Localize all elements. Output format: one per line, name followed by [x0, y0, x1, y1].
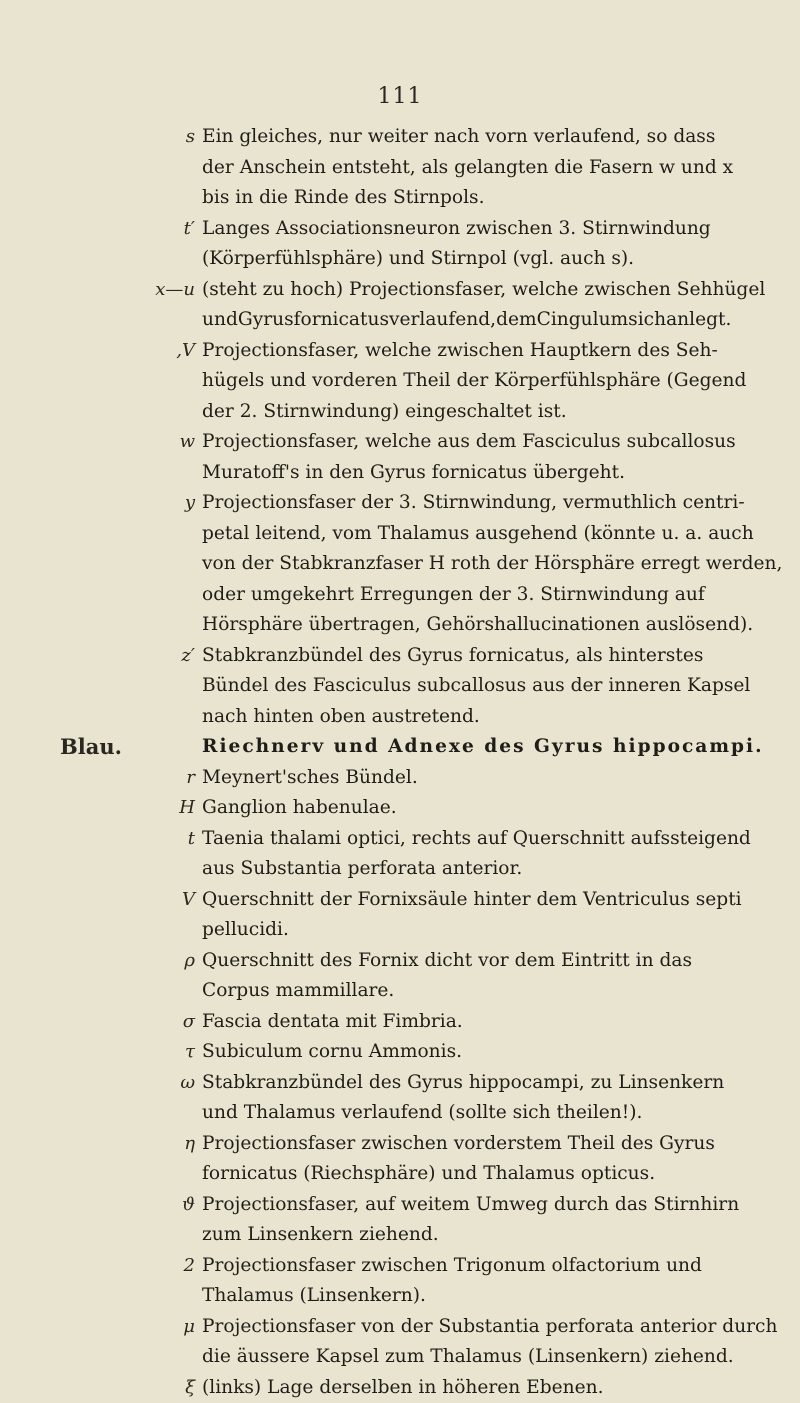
- legend-entry: [0, 641, 800, 733]
- entry-line: bis in die Rinde des Stirnpols.: [202, 183, 737, 214]
- legend-entry: [0, 336, 800, 428]
- entry-key: H: [95, 793, 195, 823]
- entry-line: (Körperfühlsphäre) und Stirnpol (vgl. auch s).: [202, 244, 737, 275]
- entry-key: z′: [95, 641, 195, 671]
- entry-key: σ: [95, 1007, 195, 1037]
- entry-text: [202, 732, 737, 763]
- entry-key: V: [95, 885, 195, 915]
- entry-key: r: [95, 763, 195, 793]
- entry-text: [202, 427, 737, 488]
- entry-key: ϑ: [95, 1190, 195, 1220]
- legend-entry: [0, 1007, 800, 1038]
- legend-entry: [0, 1190, 800, 1251]
- entry-line: (steht zu hoch) Projectionsfaser, welche zwischen Sehhügel: [202, 275, 737, 306]
- entry-text: [202, 946, 737, 1007]
- legend-entry: [0, 1373, 800, 1403]
- entry-line: fornicatus (Riechsphäre) und Thalamus opticus.: [202, 1159, 737, 1190]
- entry-line: Riechnerv und Adnexe des Gyrus hippocampi.: [202, 732, 737, 763]
- legend-entry: [0, 763, 800, 794]
- entry-key: y: [95, 488, 195, 518]
- entry-line: Fascia dentata mit Fimbria.: [202, 1007, 737, 1038]
- entry-text: [202, 275, 737, 336]
- entry-line: petal leitend, vom Thalamus ausgehend (könnte u. a. auch: [202, 519, 737, 550]
- entry-line: Meynert'sches Bündel.: [202, 763, 737, 794]
- entry-key: x—u: [95, 275, 195, 305]
- entry-key: Blau.: [60, 732, 190, 762]
- entry-key: ξ: [95, 1373, 195, 1403]
- entry-line: Projectionsfaser, auf weitem Umweg durch das Stirnhirn: [202, 1190, 737, 1221]
- entry-line: Thalamus (Linsenkern).: [202, 1281, 737, 1312]
- entry-key: μ: [95, 1312, 195, 1342]
- entry-key: s: [95, 122, 195, 152]
- entry-line: hügels und vorderen Theil der Körperfühlsphäre (Gegend: [202, 366, 737, 397]
- legend-entry: [0, 1037, 800, 1068]
- page-number: 111: [0, 84, 800, 109]
- entry-line: Querschnitt der Fornixsäule hinter dem Ventriculus septi: [202, 885, 737, 916]
- entry-line: undGyrusfornicatusverlaufend,demCingulumsichanlegt.: [202, 305, 737, 336]
- entry-text: [202, 824, 737, 885]
- legend-entry: [0, 1251, 800, 1312]
- legend-entry: [0, 275, 800, 336]
- entry-key: ,V: [95, 336, 195, 366]
- legend-entry: [0, 488, 800, 641]
- entry-line: (links) Lage derselben in höheren Ebenen.: [202, 1373, 737, 1403]
- entry-line: Projectionsfaser der 3. Stirnwindung, vermuthlich centri-: [202, 488, 737, 519]
- legend-entry: [0, 946, 800, 1007]
- legend-entry: [0, 885, 800, 946]
- entry-text: [202, 763, 737, 794]
- entry-line: Stabkranzbündel des Gyrus hippocampi, zu Linsenkern: [202, 1068, 737, 1099]
- entry-line: pellucidi.: [202, 915, 737, 946]
- entry-line: oder umgekehrt Erregungen der 3. Stirnwindung auf: [202, 580, 737, 611]
- entry-text: [202, 214, 737, 275]
- section-heading: [0, 732, 800, 763]
- legend-entry: [0, 793, 800, 824]
- entry-key: w: [95, 427, 195, 457]
- legend-entry: [0, 1068, 800, 1129]
- entry-key: ω: [95, 1068, 195, 1098]
- entry-line: von der Stabkranzfaser H roth der Hörsphäre erregt werden,: [202, 549, 737, 580]
- legend-entry: [0, 214, 800, 275]
- entry-line: aus Substantia perforata anterior.: [202, 854, 737, 885]
- entry-text: [202, 1129, 737, 1190]
- entry-line: Corpus mammillare.: [202, 976, 737, 1007]
- legend-entry: [0, 427, 800, 488]
- entry-line: Querschnitt des Fornix dicht vor dem Eintritt in das: [202, 946, 737, 977]
- entry-line: Projectionsfaser, welche zwischen Hauptkern des Seh-: [202, 336, 737, 367]
- legend-entries: [0, 122, 800, 1403]
- entry-line: und Thalamus verlaufend (sollte sich theilen!).: [202, 1098, 737, 1129]
- entry-line: zum Linsenkern ziehend.: [202, 1220, 737, 1251]
- entry-line: Projectionsfaser zwischen Trigonum olfactorium und: [202, 1251, 737, 1282]
- entry-text: [202, 1373, 737, 1403]
- entry-line: Ganglion habenulae.: [202, 793, 737, 824]
- entry-text: [202, 122, 737, 214]
- entry-line: Stabkranzbündel des Gyrus fornicatus, als hinterstes: [202, 641, 737, 672]
- entry-line: die äussere Kapsel zum Thalamus (Linsenkern) ziehend.: [202, 1342, 737, 1373]
- entry-text: [202, 1068, 737, 1129]
- entry-key: ρ: [95, 946, 195, 976]
- entry-text: [202, 1251, 737, 1312]
- entry-text: [202, 336, 737, 428]
- entry-line: Taenia thalami optici, rechts auf Querschnitt aufssteigend: [202, 824, 737, 855]
- entry-text: [202, 793, 737, 824]
- entry-line: Bündel des Fasciculus subcallosus aus der inneren Kapsel: [202, 671, 737, 702]
- entry-text: [202, 488, 737, 641]
- entry-text: [202, 1190, 737, 1251]
- entry-key: τ: [95, 1037, 195, 1067]
- entry-text: [202, 641, 737, 733]
- entry-key: 2: [95, 1251, 195, 1281]
- legend-entry: [0, 824, 800, 885]
- entry-line: Projectionsfaser zwischen vorderstem Theil des Gyrus: [202, 1129, 737, 1160]
- entry-line: Projectionsfaser von der Substantia perforata anterior durch: [202, 1312, 737, 1343]
- entry-line: der 2. Stirnwindung) eingeschaltet ist.: [202, 397, 737, 428]
- entry-text: [202, 1037, 737, 1068]
- entry-key: t: [95, 824, 195, 854]
- legend-entry: [0, 1129, 800, 1190]
- entry-line: Projectionsfaser, welche aus dem Fasciculus subcallosus: [202, 427, 737, 458]
- legend-entry: [0, 122, 800, 214]
- entry-text: [202, 1007, 737, 1038]
- entry-line: Hörsphäre übertragen, Gehörshallucinationen auslösend).: [202, 610, 737, 641]
- entry-key: t′: [95, 214, 195, 244]
- legend-entry: [0, 1312, 800, 1373]
- entry-key: η: [95, 1129, 195, 1159]
- entry-text: [202, 885, 737, 946]
- entry-line: Langes Associationsneuron zwischen 3. Stirnwindung: [202, 214, 737, 245]
- entry-line: der Anschein entsteht, als gelangten die Fasern w und x: [202, 153, 737, 184]
- entry-line: Muratoff's in den Gyrus fornicatus übergeht.: [202, 458, 737, 489]
- entry-line: nach hinten oben austretend.: [202, 702, 737, 733]
- entry-text: [202, 1312, 737, 1373]
- entry-line: Subiculum cornu Ammonis.: [202, 1037, 737, 1068]
- entry-line: Ein gleiches, nur weiter nach vorn verlaufend, so dass: [202, 122, 737, 153]
